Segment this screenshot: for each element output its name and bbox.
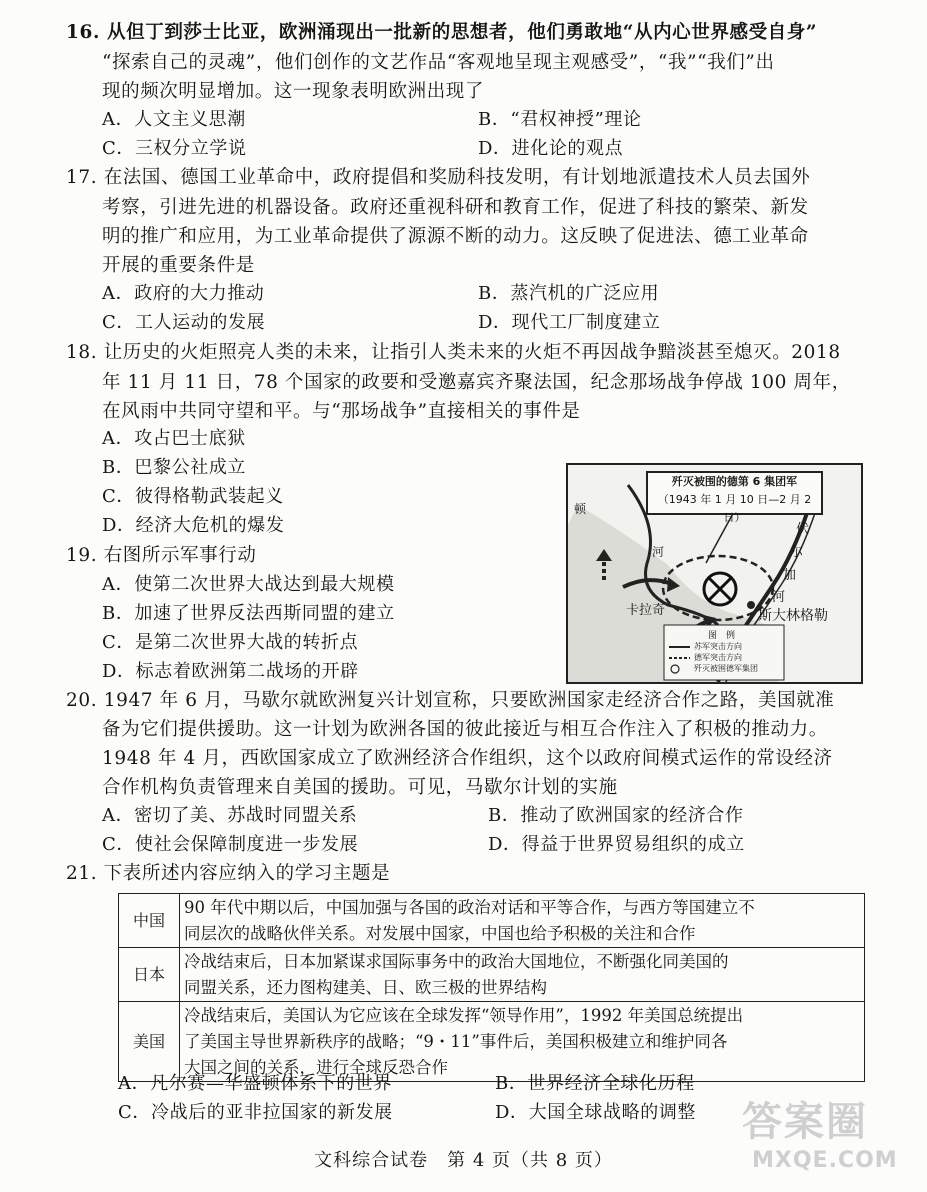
watermark-logo: 答案圈	[742, 1099, 868, 1145]
q21-table	[118, 893, 865, 1082]
q17-option-a[interactable]: A．政府的大力推动	[102, 283, 265, 304]
content-cell	[180, 1002, 865, 1082]
q16-option-d[interactable]: D．进化论的观点	[478, 138, 624, 159]
table-row	[119, 894, 865, 948]
country-cell: 中国	[119, 894, 180, 948]
q16-line-3: 现的频次明显增加。这一现象表明欧洲出现了	[102, 81, 485, 102]
label-volga-4: 河	[772, 590, 786, 605]
cell-line: 同层次的战略伙伴关系。对发展中国家，中国也给予积极的关注和合作	[184, 923, 696, 943]
content-cell	[180, 894, 865, 948]
q20-option-b[interactable]: B．推动了欧洲国家的经济合作	[488, 805, 744, 826]
q16-option-b[interactable]: B．“君权神授”理论	[478, 109, 642, 130]
q20-line-2: 备为它们提供援助。这一计划为欧洲各国的彼此接近与相互合作注入了积极的推动力。	[102, 719, 828, 740]
content-cell	[180, 948, 865, 1002]
stalingrad-battle-map	[566, 463, 863, 684]
q17-option-b[interactable]: B．蒸汽机的广泛应用	[478, 283, 660, 304]
map-date-range: （1943 年 1 月 10 日—2 月 2 日）	[657, 493, 812, 524]
q17-option-d[interactable]: D．现代工厂制度建立	[478, 312, 661, 333]
q16-option-a[interactable]: A．人文主义思潮	[102, 109, 246, 130]
q20-option-c[interactable]: C．使社会保障制度进一步发展	[102, 834, 359, 855]
q21-option-d[interactable]: D．大国全球战略的调整	[495, 1102, 697, 1123]
cell-line: 了美国主导世界新秩序的战略；“9・11”事件后，美国积极建立和维护同各	[184, 1031, 728, 1051]
q21-option-b[interactable]: B．世界经济全球化历程	[495, 1073, 695, 1094]
label-stalingrad: 斯大林格勒	[758, 608, 828, 624]
q16-line-2: “探索自己的灵魂”，他们创作的文艺作品“客观地呈现主观感受”，“我”“我们”出	[102, 52, 775, 73]
table-row	[119, 948, 865, 1002]
q17-line-1: 17. 在法国、德国工业革命中，政府提倡和奖励科技发明，有计划地派遣技术人员去国外	[66, 167, 811, 188]
q18-option-c[interactable]: C．彼得格勒武装起义	[102, 486, 284, 507]
q19-option-d[interactable]: D．标志着欧洲第二战场的开辟	[102, 661, 359, 682]
q19-line-1: 19. 右图所示军事行动	[66, 545, 257, 566]
map-title: 歼灭被围的德第 6 集团军	[671, 475, 798, 488]
q19-option-c[interactable]: C．是第二次世界大战的转折点	[102, 632, 359, 653]
q20-line-3: 1948 年 4 月，西欧国家成立了欧洲经济合作组织，这个以政府间模式运作的常设经济	[102, 748, 833, 769]
cell-line: 冷战结束后，日本加紧谋求国际事务中的政治大国地位，不断强化同美国的	[184, 951, 729, 971]
q20-line-1: 20. 1947 年 6 月，马歇尔就欧洲复兴计划宣称，只要欧洲国家走经济合作之路，美国就准	[66, 690, 835, 711]
q17-line-4: 开展的重要条件是	[102, 255, 255, 276]
legend-destroyed-group: 歼灭被围德军集团	[694, 664, 758, 673]
q18-line-2: 年 11 月 11 日，78 个国家的政要和受邀嘉宾齐聚法国，纪念那场战争停战 100 周年，	[102, 372, 851, 393]
q17-line-3: 明的推广和应用，为工业革命提供了源源不断的动力。这反映了促进法、德工业革命	[102, 226, 809, 247]
legend-german-attack: 德军突击方向	[694, 653, 742, 662]
cell-line: 冷战结束后，美国认为它应该在全球发挥“领导作用”，1992 年美国总统提出	[184, 1005, 744, 1025]
q20-line-4: 合作机构负责管理来自美国的援助。可见，马歇尔计划的实施	[102, 777, 618, 798]
label-volga-3: 加	[783, 568, 797, 583]
q18-line-1: 18. 让历史的火炬照亮人类的未来，让指引人类未来的火炬不再因战争黯淡甚至熄灭。2018	[66, 342, 841, 363]
country-cell: 日本	[119, 948, 180, 1002]
table-row	[119, 1002, 865, 1082]
q20-option-d[interactable]: D．得益于世界贸易组织的成立	[488, 834, 745, 855]
label-kalach: 卡拉奇	[626, 603, 666, 618]
q19-option-a[interactable]: A．使第二次世界大战达到最大规模	[102, 574, 395, 595]
cell-line: 大国之间的关系，进行全球反恐合作	[184, 1057, 448, 1077]
q18-line-3: 在风雨中共同守望和平。与“那场战争”直接相关的事件是	[102, 401, 581, 422]
q17-line-2: 考察，引进先进的机器设备。政府还重视科研和教育工作，促进了科技的繁荣、新发	[102, 197, 809, 218]
country-cell: 美国	[119, 1002, 180, 1082]
legend-title: 图 例	[708, 631, 736, 641]
label-volga-2: 尔	[790, 545, 804, 560]
q18-option-b[interactable]: B．巴黎公社成立	[102, 457, 247, 478]
cell-line: 同盟关系，还力图构建美、日、欧三极的世界结构	[184, 977, 547, 997]
legend-soviet-attack: 苏军突击方向	[694, 642, 742, 651]
label-don: 顿	[574, 502, 587, 516]
page-footer: 文科综合试卷 第 4 页（共 8 页）	[314, 1150, 613, 1171]
q17-option-c[interactable]: C．工人运动的发展	[102, 312, 266, 333]
watermark-url: MXQE.COM	[752, 1148, 898, 1173]
label-volga-1: 伏	[796, 522, 810, 537]
q21-line-1: 21. 下表所述内容应纳入的学习主题是	[66, 863, 391, 884]
q19-option-b[interactable]: B．加速了世界反法西斯同盟的建立	[102, 603, 395, 624]
q20-option-a[interactable]: A．密切了美、苏战时同盟关系	[102, 805, 358, 826]
label-don-he: 河	[652, 545, 665, 559]
q16-line-1: 16. 从但丁到莎士比亚，欧洲涌现出一批新的思想者，他们勇敢地“从内心世界感受自身”	[66, 22, 818, 43]
q16-option-c[interactable]: C．三权分立学说	[102, 138, 247, 159]
cell-line: 90 年代中期以后，中国加强与各国的政治对话和平等合作，与西方等国建立不	[184, 897, 755, 917]
map-title-box	[646, 471, 823, 524]
q21-option-c[interactable]: C．冷战后的亚非拉国家的新发展	[118, 1102, 393, 1123]
q18-option-d[interactable]: D．经济大危机的爆发	[102, 515, 285, 536]
q21-option-a[interactable]: A．凡尔赛—华盛顿体系下的世界	[118, 1073, 392, 1094]
q18-option-a[interactable]: A．攻占巴士底狱	[102, 428, 246, 449]
